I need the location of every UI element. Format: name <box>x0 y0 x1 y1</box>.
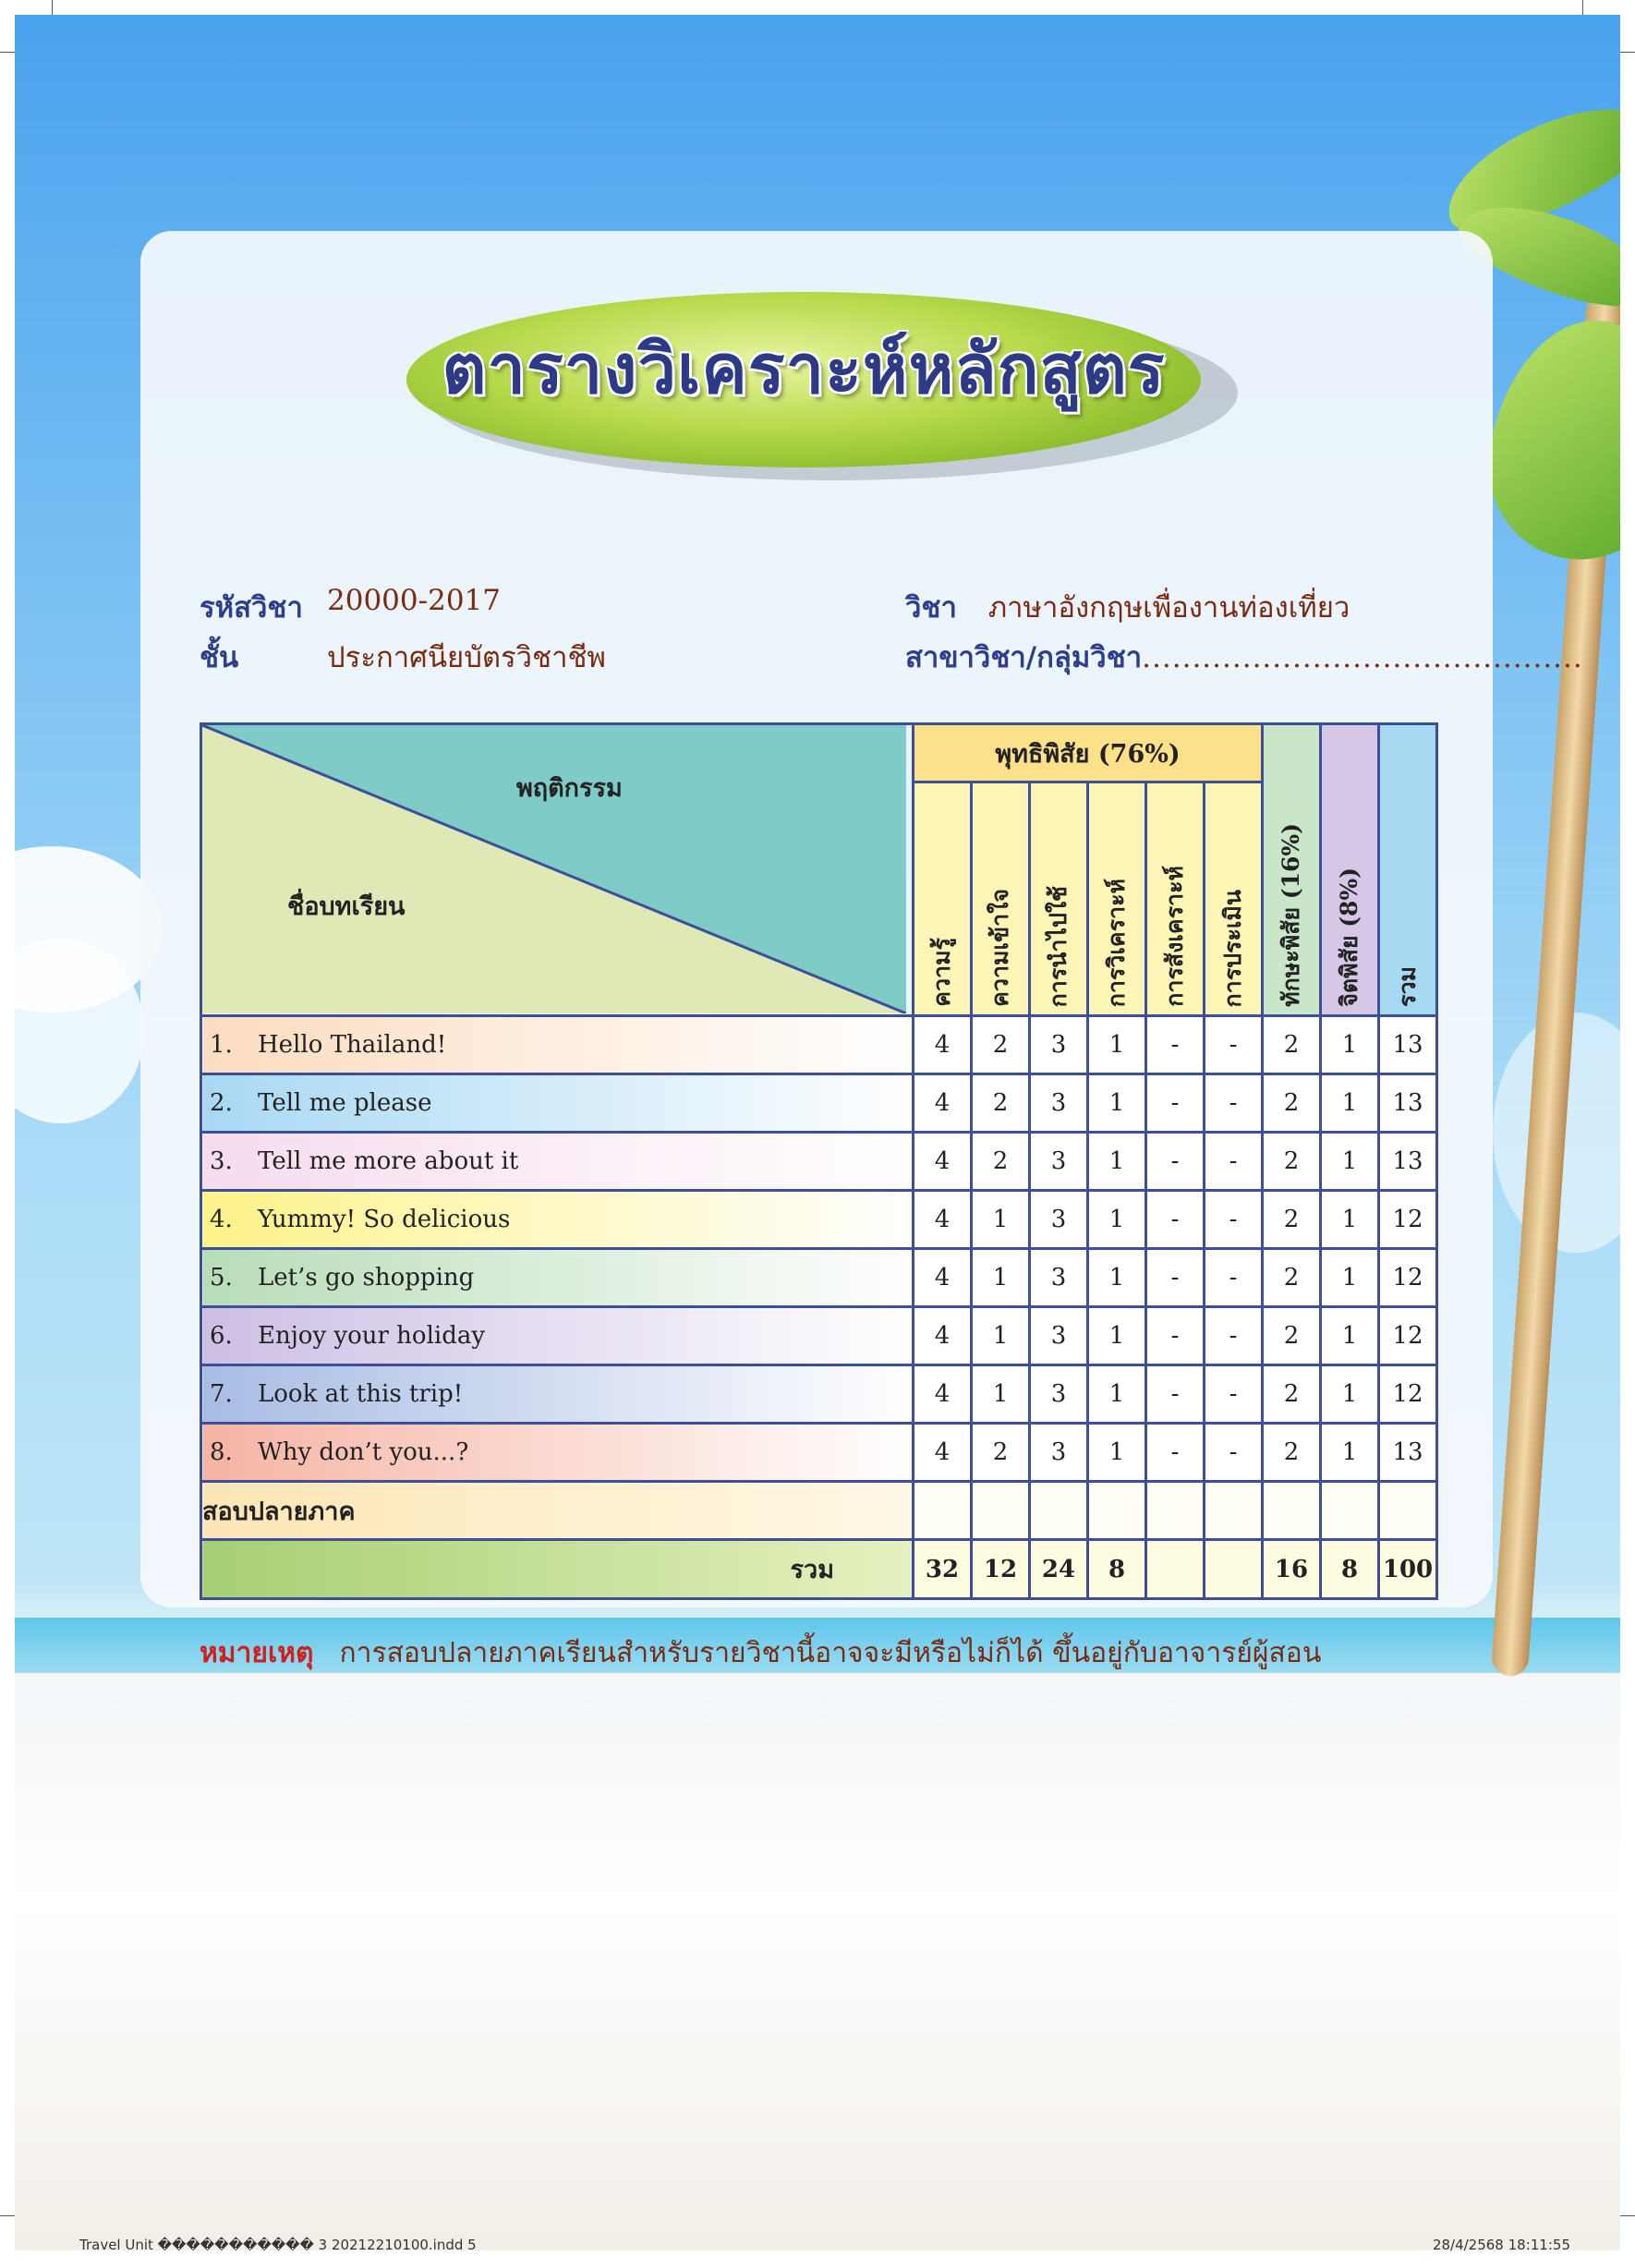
score-cell: 4 <box>914 1307 972 1365</box>
score-cell: 4 <box>914 1133 972 1191</box>
subject-label: วิชา <box>905 591 957 625</box>
score-cell: - <box>1205 1424 1263 1482</box>
lesson-name-cell <box>201 1133 914 1191</box>
score-cell: 4 <box>914 1191 972 1249</box>
level-label: ชั้น <box>200 641 239 674</box>
score-cell: 3 <box>1030 1191 1088 1249</box>
footnote <box>200 1631 1321 1675</box>
score-cell: 2 <box>972 1074 1030 1133</box>
lesson-name-cell <box>201 1307 914 1365</box>
score-cell: 12 <box>1379 1365 1437 1424</box>
branch-label: สาขาวิชา/กลุ่มวิชา <box>905 641 1143 674</box>
table-row <box>201 1191 1437 1249</box>
lesson-title: Tell me please <box>258 1089 432 1117</box>
score-cell: 1 <box>1088 1424 1146 1482</box>
lesson-number: 6. <box>210 1322 233 1350</box>
score-cell: 4 <box>914 1074 972 1133</box>
score-cell: 1 <box>1088 1074 1146 1133</box>
score-cell: - <box>1146 1016 1205 1074</box>
score-cell: - <box>1146 1249 1205 1307</box>
score-cell: 3 <box>1030 1133 1088 1191</box>
score-cell: 3 <box>1030 1074 1088 1133</box>
score-cell: 1 <box>972 1249 1030 1307</box>
table-cell <box>1321 1482 1379 1540</box>
curriculum-table <box>200 722 1438 1600</box>
table-row <box>201 1249 1437 1307</box>
score-cell: 1 <box>972 1191 1030 1249</box>
table-cell <box>1205 1482 1263 1540</box>
palm-leaf <box>1473 306 1620 575</box>
attitude-domain-header: จิตพิสัย (8%) <box>1321 724 1379 1016</box>
footnote-label: หมายเหตุ <box>200 1637 314 1669</box>
level-line <box>200 634 606 680</box>
score-cell: - <box>1205 1133 1263 1191</box>
score-cell: 3 <box>1030 1307 1088 1365</box>
sum-label: รวม <box>201 1540 914 1599</box>
lesson-number: 3. <box>210 1147 233 1175</box>
course-code-label: รหัสวิชา <box>200 591 303 625</box>
score-cell: - <box>1146 1307 1205 1365</box>
total-header: รวม <box>1379 724 1437 1016</box>
lesson-title: Look at this trip! <box>258 1380 464 1408</box>
score-cell: 2 <box>1263 1016 1321 1074</box>
score-cell: 1 <box>1321 1424 1379 1482</box>
score-cell: 1 <box>1321 1074 1379 1133</box>
score-cell: 1 <box>1088 1016 1146 1074</box>
score-cell: 2 <box>1263 1133 1321 1191</box>
footer-file: Travel Unit ����������� 3 20212210100.indd 5 <box>79 2237 477 2253</box>
score-cell: 12 <box>1379 1191 1437 1249</box>
exam-label: สอบปลายภาค <box>201 1482 914 1540</box>
score-cell: - <box>1146 1365 1205 1424</box>
diagonal-header-cell <box>201 724 914 1016</box>
score-cell: 4 <box>914 1365 972 1424</box>
score-cell: - <box>1205 1249 1263 1307</box>
sum-cell: 24 <box>1030 1540 1088 1599</box>
lesson-number: 4. <box>210 1206 233 1233</box>
score-cell: 2 <box>972 1133 1030 1191</box>
score-cell: 1 <box>972 1307 1030 1365</box>
level-value: ประกาศนียบัตรวิชาชีพ <box>327 641 606 674</box>
score-cell: 2 <box>1263 1365 1321 1424</box>
lesson-number: 5. <box>210 1264 233 1292</box>
lesson-title: Why don’t you...? <box>258 1438 469 1466</box>
score-cell: 12 <box>1379 1307 1437 1365</box>
sum-cell: 16 <box>1263 1540 1321 1599</box>
sub-header-application: การนำไปใช้ <box>1030 782 1088 1016</box>
lesson-title: Tell me more about it <box>258 1147 519 1175</box>
sum-cell: 12 <box>972 1540 1030 1599</box>
table-row <box>201 1307 1437 1365</box>
score-cell: 1 <box>1088 1249 1146 1307</box>
table-row <box>201 1133 1437 1191</box>
score-cell: 3 <box>1030 1365 1088 1424</box>
lesson-number: 7. <box>210 1380 233 1408</box>
footnote-text: การสอบปลายภาคเรียนสำหรับรายวิชานี้อาจจะมีหรือไม่ก็ได้ ขึ้นอยู่กับอาจารย์ผู้สอน <box>339 1637 1322 1669</box>
score-cell: - <box>1205 1074 1263 1133</box>
score-cell: - <box>1146 1133 1205 1191</box>
score-cell: 1 <box>1088 1133 1146 1191</box>
table-cell <box>914 1482 972 1540</box>
table-row <box>201 1016 1437 1074</box>
subject-line <box>905 584 1350 630</box>
lesson-name-cell <box>201 1424 914 1482</box>
sub-header-comprehension: ความเข้าใจ <box>972 782 1030 1016</box>
score-cell: 4 <box>914 1249 972 1307</box>
score-cell: 2 <box>972 1424 1030 1482</box>
sum-cell <box>1205 1540 1263 1599</box>
sand-area <box>15 1673 1620 2250</box>
score-cell: 1 <box>1321 1133 1379 1191</box>
cognitive-domain-header: พุทธิพิสัย (76%) <box>914 724 1263 782</box>
sum-cell: 8 <box>1321 1540 1379 1599</box>
table-cell <box>1088 1482 1146 1540</box>
lesson-number: 8. <box>210 1438 233 1466</box>
score-cell: - <box>1205 1365 1263 1424</box>
lesson-number: 2. <box>210 1089 233 1117</box>
page-title: ตารางวิเคราะห์หลักสูตร <box>442 330 1166 409</box>
score-cell: 3 <box>1030 1249 1088 1307</box>
table-row <box>201 1074 1437 1133</box>
score-cell: 2 <box>1263 1307 1321 1365</box>
score-cell: - <box>1205 1016 1263 1074</box>
score-cell: 13 <box>1379 1016 1437 1074</box>
skill-domain-header: ทักษะพิสัย (16%) <box>1263 724 1321 1016</box>
score-cell: 13 <box>1379 1074 1437 1133</box>
lesson-title: Let’s go shopping <box>258 1264 475 1292</box>
lesson-title: Yummy! So delicious <box>258 1206 511 1233</box>
score-cell: 1 <box>1088 1307 1146 1365</box>
score-cell: 2 <box>1263 1424 1321 1482</box>
score-cell: 1 <box>1321 1365 1379 1424</box>
table-row <box>201 1424 1437 1482</box>
sub-header-evaluation: การประเมิน <box>1205 782 1263 1016</box>
score-cell: 2 <box>1263 1074 1321 1133</box>
sub-header-analysis: การวิเคราะห์ <box>1088 782 1146 1016</box>
score-cell: 13 <box>1379 1424 1437 1482</box>
lesson-rows <box>201 1016 1437 1482</box>
lesson-name-cell <box>201 1074 914 1133</box>
lesson-name-cell <box>201 1249 914 1307</box>
lesson-name-cell <box>201 1365 914 1424</box>
score-cell: - <box>1146 1424 1205 1482</box>
sum-cell: 32 <box>914 1540 972 1599</box>
score-cell: 2 <box>1263 1191 1321 1249</box>
footer-date: 28/4/2568 18:11:55 <box>1432 2237 1570 2253</box>
score-cell: 13 <box>1379 1133 1437 1191</box>
sub-header-synthesis: การสังเคราะห์ <box>1146 782 1205 1016</box>
score-cell: 3 <box>1030 1016 1088 1074</box>
table-cell <box>972 1482 1030 1540</box>
score-cell: 2 <box>1263 1249 1321 1307</box>
score-cell: 1 <box>1088 1191 1146 1249</box>
table-cell <box>1146 1482 1205 1540</box>
score-cell: - <box>1205 1191 1263 1249</box>
score-cell: 4 <box>914 1424 972 1482</box>
table-cell <box>1030 1482 1088 1540</box>
score-cell: 1 <box>1321 1307 1379 1365</box>
subject-value: ภาษาอังกฤษเพื่องานท่องเที่ยว <box>987 591 1350 625</box>
sum-cell <box>1146 1540 1205 1599</box>
lesson-title: Enjoy your holiday <box>258 1322 486 1350</box>
score-cell: 4 <box>914 1016 972 1074</box>
score-cell: 1 <box>1088 1365 1146 1424</box>
score-cell: 1 <box>1321 1191 1379 1249</box>
sub-header-knowledge: ความรู้ <box>914 782 972 1016</box>
score-cell: 3 <box>1030 1424 1088 1482</box>
score-cell: 12 <box>1379 1249 1437 1307</box>
table-cell <box>1379 1482 1437 1540</box>
score-cell: 2 <box>972 1016 1030 1074</box>
course-code-line <box>200 584 501 630</box>
lesson-name-cell <box>201 1016 914 1074</box>
score-cell: - <box>1205 1307 1263 1365</box>
branch-line <box>905 634 1583 680</box>
score-cell: 1 <box>1321 1249 1379 1307</box>
table-row <box>201 1365 1437 1424</box>
table-cell <box>1263 1482 1321 1540</box>
exam-row <box>201 1482 1437 1540</box>
score-cell: - <box>1146 1074 1205 1133</box>
score-cell: 1 <box>972 1365 1030 1424</box>
score-cell: - <box>1146 1191 1205 1249</box>
lesson-title: Hello Thailand! <box>258 1031 447 1059</box>
sum-row <box>201 1540 1437 1599</box>
sum-cell: 100 <box>1379 1540 1437 1599</box>
course-code-value: 20000-2017 <box>327 584 501 617</box>
branch-value: ............................................ <box>1142 641 1583 674</box>
score-cell: 1 <box>1321 1016 1379 1074</box>
behavior-label: พฤติกรรม <box>516 774 623 803</box>
sum-cell: 8 <box>1088 1540 1146 1599</box>
lesson-number: 1. <box>210 1031 233 1059</box>
lesson-name-cell <box>201 1191 914 1249</box>
lesson-label: ชื่อบทเรียน <box>287 892 406 921</box>
